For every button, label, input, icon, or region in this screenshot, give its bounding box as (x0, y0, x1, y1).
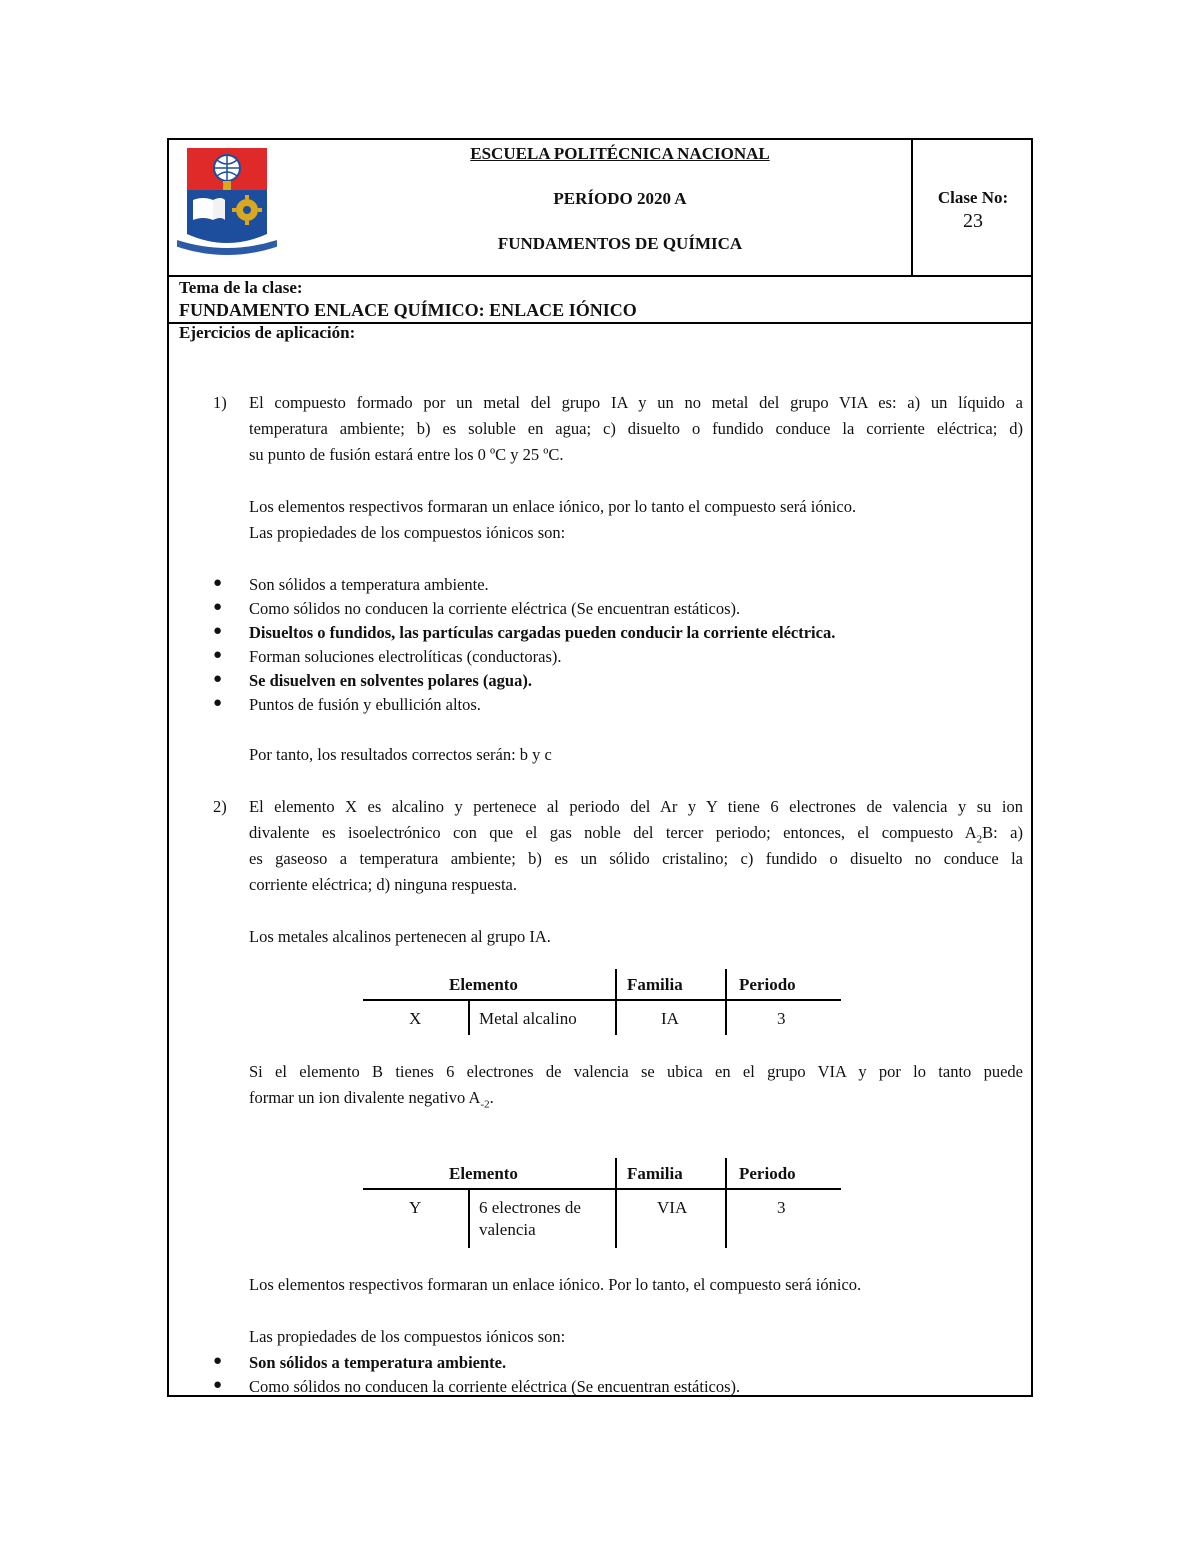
topic-title: FUNDAMENTO ENLACE QUÍMICO: ENLACE IÓNICO (179, 300, 637, 320)
table1-cell-sep (615, 1001, 617, 1035)
topic-row (169, 277, 1031, 324)
q2-paragraph-2b-tail: . (489, 1088, 494, 1107)
q2-line2-tail: B: a) (982, 823, 1023, 842)
q2-paragraph-2b-text: formar un ion divalente negativo A (249, 1088, 481, 1107)
table1-cell-group: IA (661, 1009, 679, 1028)
bullet-icon: ● (213, 1353, 223, 1369)
q2-number: 2) (213, 797, 227, 816)
table2-cell-sep (615, 1190, 617, 1248)
document-frame (167, 138, 1033, 1397)
class-number: 23 (963, 210, 983, 232)
period: PERÍODO 2020 A (553, 189, 687, 208)
bullet-icon: ● (213, 599, 223, 615)
q1-line1: El compuesto formado por un metal del grupo IA y un no metal del grupo VIA es: a) un líquido a (249, 393, 1023, 412)
q1-line3: su punto de fusión estará entre los 0 ºC y 25 ºC. (249, 445, 564, 464)
q2-line3: es gaseoso a temperatura ambiente; b) es un sólido cristalino; c) fundido o disuelto no conduce la (249, 849, 1023, 868)
q2-paragraph-1: Los metales alcalinos pertenecen al grupo IA. (249, 927, 551, 946)
bullet-icon: ● (213, 623, 223, 639)
q2-paragraph-2a: Si el elemento B tienes 6 electrones de valencia se ubica en el grupo VIA y por lo tanto puede (249, 1062, 1023, 1081)
bullet-icon: ● (213, 671, 223, 687)
q1-paragraph-2: Las propiedades de los compuestos iónicos son: (249, 523, 566, 542)
table2-header-sep (615, 1158, 617, 1188)
q1-bullet-1: Son sólidos a temperatura ambiente. (249, 575, 489, 594)
table1-cell-element: X (409, 1009, 422, 1028)
table2-header-sep (725, 1158, 727, 1188)
q1-bullet-5: Se disuelven en solventes polares (agua). (249, 671, 532, 690)
table1-header-periodo: Periodo (739, 975, 796, 994)
header-titles (329, 140, 911, 277)
table1-cell-period: 3 (777, 1009, 786, 1028)
q1-bullet-2: Como sólidos no conducen la corriente eléctrica (Se encuentran estáticos). (249, 599, 741, 618)
table2-rule (363, 1188, 841, 1190)
section-title: Ejercicios de aplicación: (179, 323, 356, 342)
q1-bullet-6: Puntos de fusión y ebullición altos. (249, 695, 481, 714)
q1-number: 1) (213, 393, 227, 412)
q2-paragraph-2b (249, 1085, 494, 1117)
q2-paragraph-4: Las propiedades de los compuestos iónicos son: (249, 1327, 566, 1346)
q2-paragraph-3: Los elementos respectivos formaran un enlace iónico. Por lo tanto, el compuesto será iónico. (249, 1275, 862, 1294)
course-name: FUNDAMENTOS DE QUÍMICA (497, 234, 743, 253)
q1-paragraph-1: Los elementos respectivos formaran un enlace iónico, por lo tanto el compuesto será iónico. (249, 497, 857, 516)
table2-cell-period: 3 (777, 1198, 786, 1217)
table2-cell-family-line1: 6 electrones de (479, 1198, 581, 1217)
table2-header-elemento: Elemento (449, 1164, 518, 1183)
q2-line1: El elemento X es alcalino y pertenece al periodo del Ar y Y tiene 6 electrones de valencia y su ion (249, 797, 1023, 816)
table2-cell-group: VIA (657, 1198, 688, 1217)
bullet-icon: ● (213, 647, 223, 663)
q2-bullet-2: Como sólidos no conducen la corriente eléctrica (Se encuentran estáticos). (249, 1377, 741, 1396)
institution-name: ESCUELA POLITÉCNICA NACIONAL (470, 144, 770, 163)
q2-line2-subscript: 2 (976, 833, 983, 846)
class-number-box (913, 188, 1033, 233)
table1-cell-sep (725, 1001, 727, 1035)
table1-header-elemento: Elemento (449, 975, 518, 994)
table1-header-sep (725, 969, 727, 999)
q1-bullet-3: Disueltos o fundidos, las partículas cargadas pueden conducir la corriente eléctrica. (249, 623, 836, 642)
institution-logo (177, 148, 277, 260)
table2-cell-element: Y (409, 1198, 422, 1217)
header (169, 140, 1031, 277)
table1-rule (363, 999, 841, 1001)
q2-line4: corriente eléctrica; d) ninguna respuesta. (249, 875, 517, 894)
bullet-icon: ● (213, 695, 223, 711)
table-element-y (363, 1164, 841, 1244)
class-label: Clase No: (937, 188, 1009, 207)
bullet-icon: ● (213, 575, 223, 591)
q1-bullet-4: Forman soluciones electrolíticas (conductoras). (249, 647, 562, 666)
table2-cell-sep (725, 1190, 727, 1248)
table-element-x (363, 975, 841, 1045)
table2-cell-sep (468, 1190, 470, 1248)
q2-charge-subscript: -2 (480, 1098, 490, 1111)
q1-conclusion: Por tanto, los resultados correctos serán: b y c (249, 745, 552, 764)
table2-header-familia: Familia (627, 1164, 683, 1183)
table2-cell-family-line2: valencia (479, 1220, 536, 1239)
table1-cell-family: Metal alcalino (479, 1009, 577, 1028)
q1-line2: temperatura ambiente; b) es soluble en agua; c) disuelto o fundido conduce la corriente eléctrica; d) (249, 419, 1023, 438)
table2-header-periodo: Periodo (739, 1164, 796, 1183)
table1-header-sep (615, 969, 617, 999)
q2-bullet-1: Son sólidos a temperatura ambiente. (249, 1353, 507, 1372)
table1-header-familia: Familia (627, 975, 683, 994)
table1-cell-sep (468, 1001, 470, 1035)
q2-line2-text: divalente es isoelectrónico con que el gas noble del tercer periodo; entonces, el compuesto A (249, 823, 977, 842)
topic-label: Tema de la clase: (179, 278, 303, 297)
bullet-icon: ● (213, 1377, 223, 1393)
